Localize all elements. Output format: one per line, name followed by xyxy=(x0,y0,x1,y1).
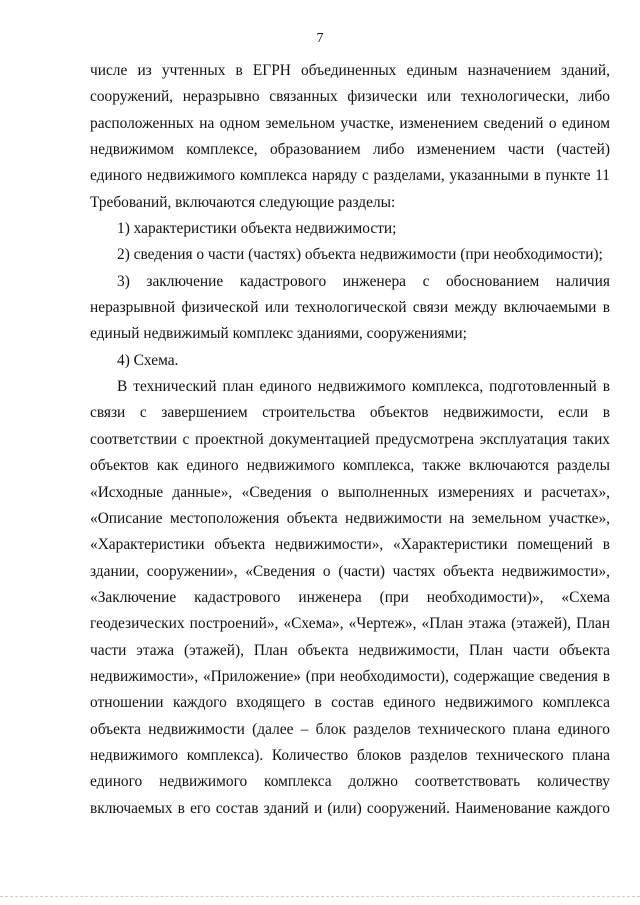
list-item-4: 4) Схема. xyxy=(117,351,179,369)
list-item-2: 2) сведения о части (частях) объекта недвижимости (при необходимости); xyxy=(117,246,603,264)
list-item-1: 1) характеристики объекта недвижимости; xyxy=(117,220,397,238)
paragraph-intro-continuation: числе из учтенных в ЕГРН объединенных единым назначением зданий, сооружений, неразрывно связанных физически или технологически, либо расположенных на одном земельном участке, изменением сведений о едином недвижимом комплексе, образованием либо изменением части (частей) единого недвижимого комплекса наряду с разделами, указанными в пункте 11 Требований, включаются следующие разделы: xyxy=(90,62,610,211)
document-body xyxy=(90,58,610,822)
page-edge-divider xyxy=(0,896,640,898)
paragraph-technical-plan: В технический план единого недвижимого комплекса, подготовленный в связи с завершением строительства объектов недвижимости, если в соответствии с проектной документацией предусмотрена эксплуатация таких объектов как единого недвижимого комплекса, также включаются разделы «Исходные данные», «Сведения о выполненных измерениях и расчетах», «Описание местоположения объекта недвижимости на земельном участке», «Характеристики объекта недвижимости», «Характеристики помещений в здании, сооружении», «Сведения о (части) частях объекта недвижимости», «Заключение кадастрового инженера (при необходимости)», «Схема геодезических построений», «Схема», «Чертеж», «План этажа (этажей), План части этажа (этажей), План объекта недвижимости, План части объекта недвижимости», «Приложение» (при необходимости), содержащие сведения в отношении каждого входящего в состав единого недвижимого комплекса объекта недвижимости (далее – блок разделов технического плана единого недвижимого комплекса). Количество блоков разделов технического плана единого недвижимого комплекса должно соответствовать количеству включаемых в его состав зданий и (или) сооружений. Наименование каждого xyxy=(90,378,610,817)
list-item-3: 3) заключение кадастрового инженера с обоснованием наличия неразрывной физической или технологической связи между включаемыми в единый недвижимый комплекс зданиями, сооружениями; xyxy=(90,272,610,343)
page-number: 7 xyxy=(316,31,324,46)
